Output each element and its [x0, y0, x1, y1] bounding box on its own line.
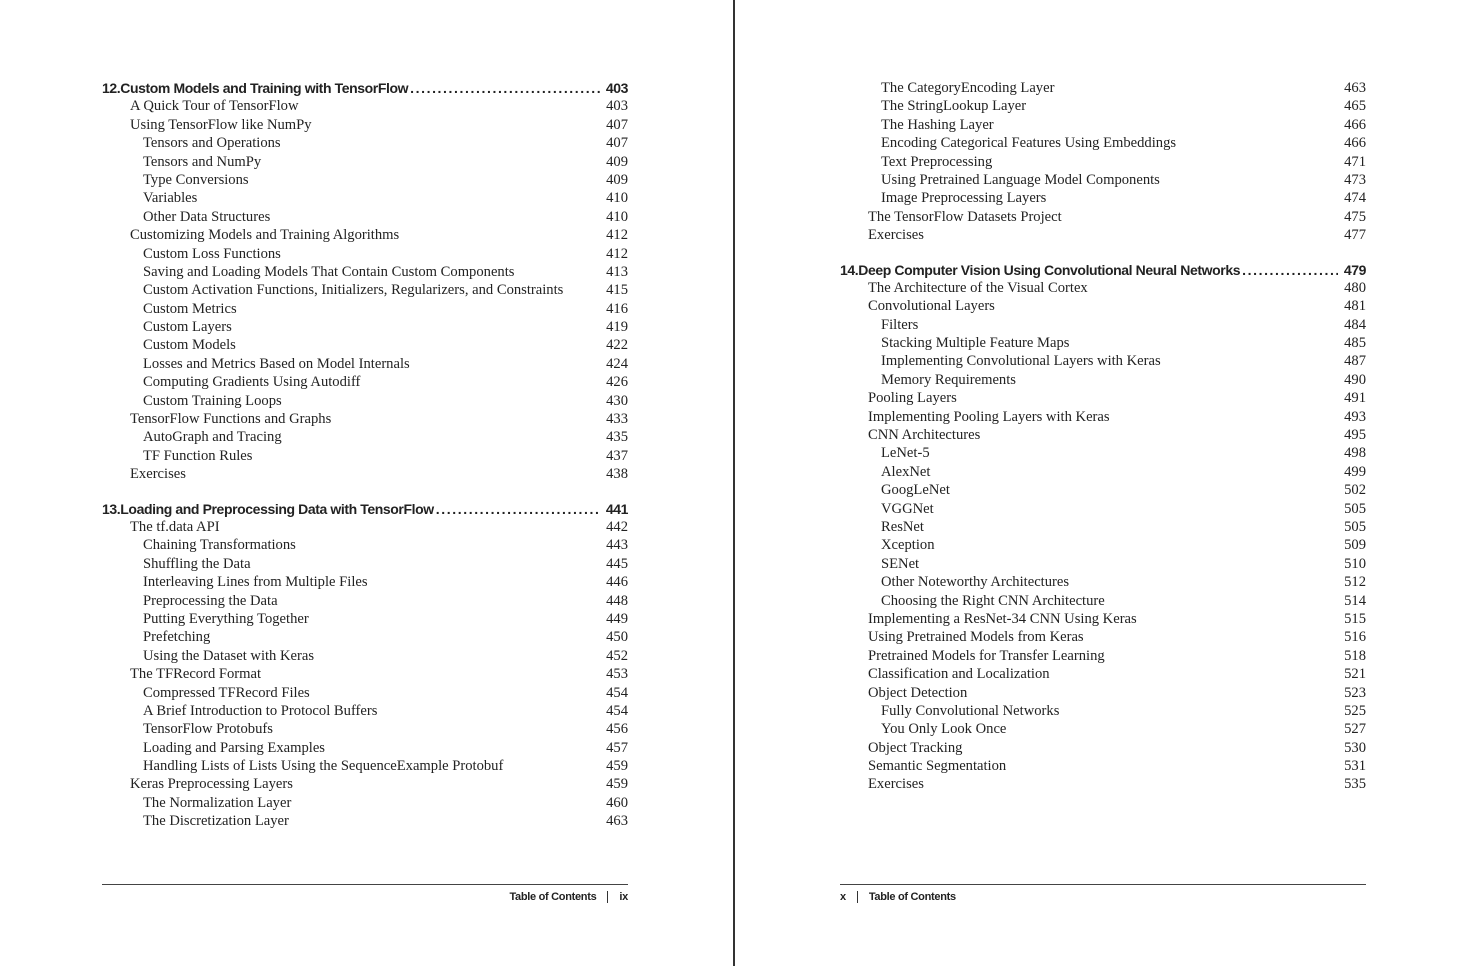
page-number: 509 [1344, 537, 1366, 554]
subsection-entry [102, 720, 628, 738]
page-number: 474 [1344, 190, 1366, 207]
entry-title: Other Noteworthy Architectures [881, 574, 1070, 591]
entry-title: GoogLeNet [881, 482, 950, 499]
left-page [0, 0, 733, 966]
chapter-heading [102, 500, 628, 518]
section-entry [102, 775, 628, 793]
page-number: 452 [606, 647, 628, 664]
page-number: 409 [606, 171, 628, 188]
page-number: 531 [1344, 758, 1366, 775]
entry-title: CNN Architectures [868, 427, 981, 444]
entry-title: Exercises [130, 466, 186, 483]
page-number: 481 [1344, 298, 1366, 315]
page-number: 407 [606, 116, 628, 133]
subsection-entry [102, 592, 628, 610]
subsection-entry [840, 720, 1366, 738]
subsection-entry [840, 702, 1366, 720]
entry-title: Pooling Layers [868, 390, 957, 407]
subsection-entry [102, 134, 628, 152]
section-entry [840, 226, 1366, 244]
page-number: 475 [1344, 208, 1366, 225]
page-number: 450 [606, 629, 628, 646]
page-number: 456 [606, 721, 628, 738]
page-number: 480 [1344, 279, 1366, 296]
entry-title: Prefetching [143, 629, 211, 646]
page-number: 510 [1344, 555, 1366, 572]
page-number: 419 [606, 319, 628, 336]
page-number: 422 [606, 337, 628, 354]
footer-line [102, 891, 628, 903]
entry-title: Custom Metrics [143, 300, 237, 317]
subsection-entry [102, 263, 628, 281]
section-entry [840, 628, 1366, 646]
entry-title: Saving and Loading Models That Contain Custom Components [143, 263, 515, 280]
page-number: 454 [606, 684, 628, 701]
page-number: 412 [606, 227, 628, 244]
entry-title: The Discretization Layer [143, 813, 289, 830]
subsection-entry [840, 189, 1366, 207]
page-number: 409 [606, 153, 628, 170]
entry-title: SENet [881, 555, 920, 572]
entry-title: Classification and Localization [868, 666, 1050, 683]
subsection-entry [102, 573, 628, 591]
footer-page-number: ix [619, 891, 628, 903]
footer-label: Table of Contents [868, 891, 956, 903]
page-number: 410 [606, 190, 628, 207]
page-number: 412 [606, 245, 628, 262]
subsection-entry [102, 428, 628, 446]
footer-page-number: x [840, 891, 846, 903]
entry-title: Tensors and NumPy [143, 153, 262, 170]
entry-title: Pretrained Models for Transfer Learning [868, 647, 1105, 664]
page-number: 487 [1344, 353, 1366, 370]
entry-title: Implementing Pooling Layers with Keras [868, 408, 1110, 425]
subsection-entry [102, 153, 628, 171]
book-spine [733, 0, 735, 966]
subsection-entry [840, 116, 1366, 134]
entry-title: Exercises [868, 227, 924, 244]
page-number: 443 [606, 537, 628, 554]
section-entry [840, 665, 1366, 683]
entry-title: Object Detection [868, 684, 968, 701]
entry-title: Custom Training Loops [143, 392, 282, 409]
section-entry [840, 279, 1366, 297]
entry-title: Semantic Segmentation [868, 758, 1007, 775]
entry-title: Convolutional Layers [868, 298, 995, 315]
page-number: 435 [606, 429, 628, 446]
entry-title: Computing Gradients Using Autodiff [143, 374, 361, 391]
entry-title: Chaining Transformations [143, 537, 296, 554]
entry-title: Filters [881, 316, 919, 333]
page-number: 403 [606, 98, 628, 115]
subsection-entry [102, 373, 628, 391]
entry-title: The StringLookup Layer [881, 98, 1027, 115]
section-entry [840, 757, 1366, 775]
page-number: 407 [606, 135, 628, 152]
subsection-entry [102, 245, 628, 263]
entry-title: ResNet [881, 518, 924, 535]
chapter-title: Deep Computer Vision Using Convolutional Neural Networks [858, 261, 1241, 278]
page-number: 413 [606, 263, 628, 280]
subsection-entry [102, 647, 628, 665]
page-number: 441 [605, 500, 628, 517]
page-number: 527 [1344, 721, 1366, 738]
page-number: 530 [1344, 739, 1366, 756]
subsection-entry [840, 171, 1366, 189]
subsection-entry [840, 500, 1366, 518]
subsection-entry [840, 334, 1366, 352]
page-number: 521 [1344, 666, 1366, 683]
subsection-entry [840, 463, 1366, 481]
subsection-entry [840, 518, 1366, 536]
footer-rule [840, 884, 1366, 885]
page-number: 459 [606, 758, 628, 775]
entry-title: The Normalization Layer [143, 794, 292, 811]
chapter-title: Custom Models and Training with TensorFlow [120, 80, 409, 96]
page-number: 535 [1344, 776, 1366, 793]
entry-title: Object Tracking [868, 739, 963, 756]
subsection-entry [102, 757, 628, 775]
section-entry [102, 116, 628, 134]
entry-title: Image Preprocessing Layers [881, 190, 1047, 207]
entry-title: Text Preprocessing [881, 153, 993, 170]
entry-title: Choosing the Right CNN Architecture [881, 592, 1105, 609]
subsection-entry [102, 336, 628, 354]
subsection-entry [102, 355, 628, 373]
footer-separator [607, 891, 608, 903]
page-number: 498 [1344, 445, 1366, 462]
entry-title: Exercises [868, 776, 924, 793]
page-number: 499 [1344, 463, 1366, 480]
section-entry [840, 426, 1366, 444]
entry-title: Using the Dataset with Keras [143, 647, 315, 664]
page-number: 445 [606, 555, 628, 572]
entry-title: The CategoryEncoding Layer [881, 80, 1055, 96]
subsection-entry [840, 79, 1366, 97]
page-number: 473 [1344, 171, 1366, 188]
page-number: 430 [606, 392, 628, 409]
section-entry [102, 465, 628, 483]
page-number: 505 [1344, 518, 1366, 535]
page-number: 493 [1344, 408, 1366, 425]
page-number: 514 [1344, 592, 1366, 609]
chapter-number: 14. [840, 261, 859, 278]
page-number: 512 [1344, 574, 1366, 591]
entry-title: Keras Preprocessing Layers [130, 776, 293, 793]
page-number: 446 [606, 574, 628, 591]
page-number: 463 [606, 813, 628, 830]
page-number: 410 [606, 208, 628, 225]
entry-title: The Architecture of the Visual Cortex [868, 279, 1088, 296]
entry-title: Custom Activation Functions, Initializers, Regularizers, and Constraints [143, 282, 564, 299]
subsection-entry [102, 189, 628, 207]
page-number: 424 [606, 355, 628, 372]
subsection-entry [840, 592, 1366, 610]
section-entry [840, 775, 1366, 793]
entry-title: Preprocessing the Data [143, 592, 278, 609]
section-entry [840, 684, 1366, 702]
subsection-entry [840, 573, 1366, 591]
entry-title: A Brief Introduction to Protocol Buffers [143, 702, 378, 719]
subsection-entry [102, 555, 628, 573]
subsection-entry [840, 352, 1366, 370]
entry-title: The Hashing Layer [881, 116, 994, 133]
entry-title: Fully Convolutional Networks [881, 702, 1060, 719]
entry-title: Custom Layers [143, 319, 232, 336]
footer-label: Table of Contents [509, 891, 597, 903]
subsection-entry [102, 812, 628, 830]
section-entry [102, 665, 628, 683]
subsection-entry [102, 684, 628, 702]
entry-title: TensorFlow Functions and Graphs [130, 411, 332, 428]
page-number: 479 [1343, 261, 1366, 278]
entry-title: LeNet-5 [881, 445, 930, 462]
subsection-entry [840, 371, 1366, 389]
page-number: 438 [606, 466, 628, 483]
section-entry [840, 739, 1366, 757]
entry-title: Custom Models [143, 337, 236, 354]
entry-title: Shuffling the Data [143, 555, 251, 572]
section-entry [840, 408, 1366, 426]
entry-title: Losses and Metrics Based on Model Internals [143, 355, 410, 372]
entry-title: TensorFlow Protobufs [143, 721, 273, 738]
entry-title: Compressed TFRecord Files [143, 684, 310, 701]
entry-title: AutoGraph and Tracing [143, 429, 282, 446]
section-entry [840, 297, 1366, 315]
page-footer [840, 884, 1366, 903]
entry-title: Using Pretrained Language Model Components [881, 171, 1160, 188]
subsection-entry [840, 153, 1366, 171]
page-number: 525 [1344, 702, 1366, 719]
footer-separator [857, 891, 858, 903]
entry-title: Other Data Structures [143, 208, 271, 225]
page-number: 459 [606, 776, 628, 793]
entry-title: Using TensorFlow like NumPy [130, 116, 312, 133]
subsection-entry [102, 610, 628, 628]
page-number: 416 [606, 300, 628, 317]
dot-leader [410, 79, 600, 97]
entry-title: Memory Requirements [881, 371, 1016, 388]
entry-title: Using Pretrained Models from Keras [868, 629, 1084, 646]
page-number: 516 [1344, 629, 1366, 646]
section-entry [840, 389, 1366, 407]
section-entry [840, 610, 1366, 628]
page-number: 495 [1344, 427, 1366, 444]
page-number: 457 [606, 739, 628, 756]
page-number: 460 [606, 794, 628, 811]
page-number: 403 [605, 80, 628, 96]
entry-title: Handling Lists of Lists Using the SequenceExample Protobuf [143, 758, 504, 775]
section-entry [840, 647, 1366, 665]
page-number: 465 [1344, 98, 1366, 115]
page-footer [102, 884, 628, 903]
chapter-number: 13. [102, 500, 121, 517]
entry-title: Interleaving Lines from Multiple Files [143, 574, 368, 591]
entry-title: Implementing a ResNet-34 CNN Using Keras [868, 610, 1137, 627]
chapter-number: 12. [102, 80, 121, 96]
entry-title: VGGNet [881, 500, 934, 517]
page-number: 466 [1344, 135, 1366, 152]
subsection-entry [102, 628, 628, 646]
entry-title: Encoding Categorical Features Using Embeddings [881, 135, 1177, 152]
subsection-entry [840, 481, 1366, 499]
subsection-entry [102, 739, 628, 757]
entry-title: Variables [143, 190, 198, 207]
page-number: 477 [1344, 227, 1366, 244]
entry-title: The tf.data API [130, 518, 220, 535]
toc-list [840, 79, 1366, 794]
entry-title: Customizing Models and Training Algorithms [130, 227, 400, 244]
chapter-gap [840, 245, 1366, 261]
subsection-entry [102, 300, 628, 318]
entry-title: Xception [881, 537, 935, 554]
subsection-entry [840, 134, 1366, 152]
entry-title: Tensors and Operations [143, 135, 281, 152]
subsection-entry [102, 392, 628, 410]
subsection-entry [102, 702, 628, 720]
entry-title: Putting Everything Together [143, 610, 309, 627]
subsection-entry [102, 208, 628, 226]
section-entry [102, 518, 628, 536]
page-number: 466 [1344, 116, 1366, 133]
subsection-entry [840, 555, 1366, 573]
subsection-entry [840, 316, 1366, 334]
section-entry [840, 208, 1366, 226]
section-entry [102, 97, 628, 115]
chapter-gap [102, 484, 628, 500]
entry-title: You Only Look Once [881, 721, 1007, 738]
page-number: 518 [1344, 647, 1366, 664]
footer-line [840, 891, 1366, 903]
page-number: 449 [606, 610, 628, 627]
subsection-entry [840, 97, 1366, 115]
entry-title: The TFRecord Format [130, 666, 262, 683]
dot-leader [1242, 261, 1338, 279]
entry-title: A Quick Tour of TensorFlow [130, 98, 299, 115]
page-number: 453 [606, 666, 628, 683]
entry-title: AlexNet [881, 463, 931, 480]
page-number: 491 [1344, 390, 1366, 407]
right-page [736, 0, 1469, 966]
dot-leader [436, 500, 600, 518]
subsection-entry [102, 536, 628, 554]
page-number: 415 [606, 282, 628, 299]
page-number: 523 [1344, 684, 1366, 701]
footer-rule [102, 884, 628, 885]
page-number: 471 [1344, 153, 1366, 170]
subsection-entry [102, 281, 628, 299]
page-number: 515 [1344, 610, 1366, 627]
page-number: 484 [1344, 316, 1366, 333]
subsection-entry [102, 171, 628, 189]
page-number: 490 [1344, 371, 1366, 388]
section-entry [102, 226, 628, 244]
page-number: 463 [1344, 80, 1366, 96]
page-number: 442 [606, 518, 628, 535]
entry-title: Type Conversions [143, 171, 249, 188]
page-number: 448 [606, 592, 628, 609]
page-number: 505 [1344, 500, 1366, 517]
page-number: 454 [606, 702, 628, 719]
entry-title: The TensorFlow Datasets Project [868, 208, 1062, 225]
entry-title: Custom Loss Functions [143, 245, 281, 262]
entry-title: Loading and Parsing Examples [143, 739, 325, 756]
page-number: 426 [606, 374, 628, 391]
page-number: 437 [606, 447, 628, 464]
chapter-heading [840, 261, 1366, 279]
entry-title: TF Function Rules [143, 447, 253, 464]
chapter-heading [102, 79, 628, 97]
section-entry [102, 410, 628, 428]
subsection-entry [102, 794, 628, 812]
subsection-entry [102, 318, 628, 336]
page-number: 485 [1344, 335, 1366, 352]
subsection-entry [840, 536, 1366, 554]
subsection-entry [840, 444, 1366, 462]
entry-title: Stacking Multiple Feature Maps [881, 335, 1070, 352]
chapter-title: Loading and Preprocessing Data with TensorFlow [120, 500, 434, 517]
subsection-entry [102, 447, 628, 465]
page-number: 433 [606, 411, 628, 428]
page-number: 502 [1344, 482, 1366, 499]
entry-title: Implementing Convolutional Layers with Keras [881, 353, 1161, 370]
toc-list [102, 79, 628, 831]
